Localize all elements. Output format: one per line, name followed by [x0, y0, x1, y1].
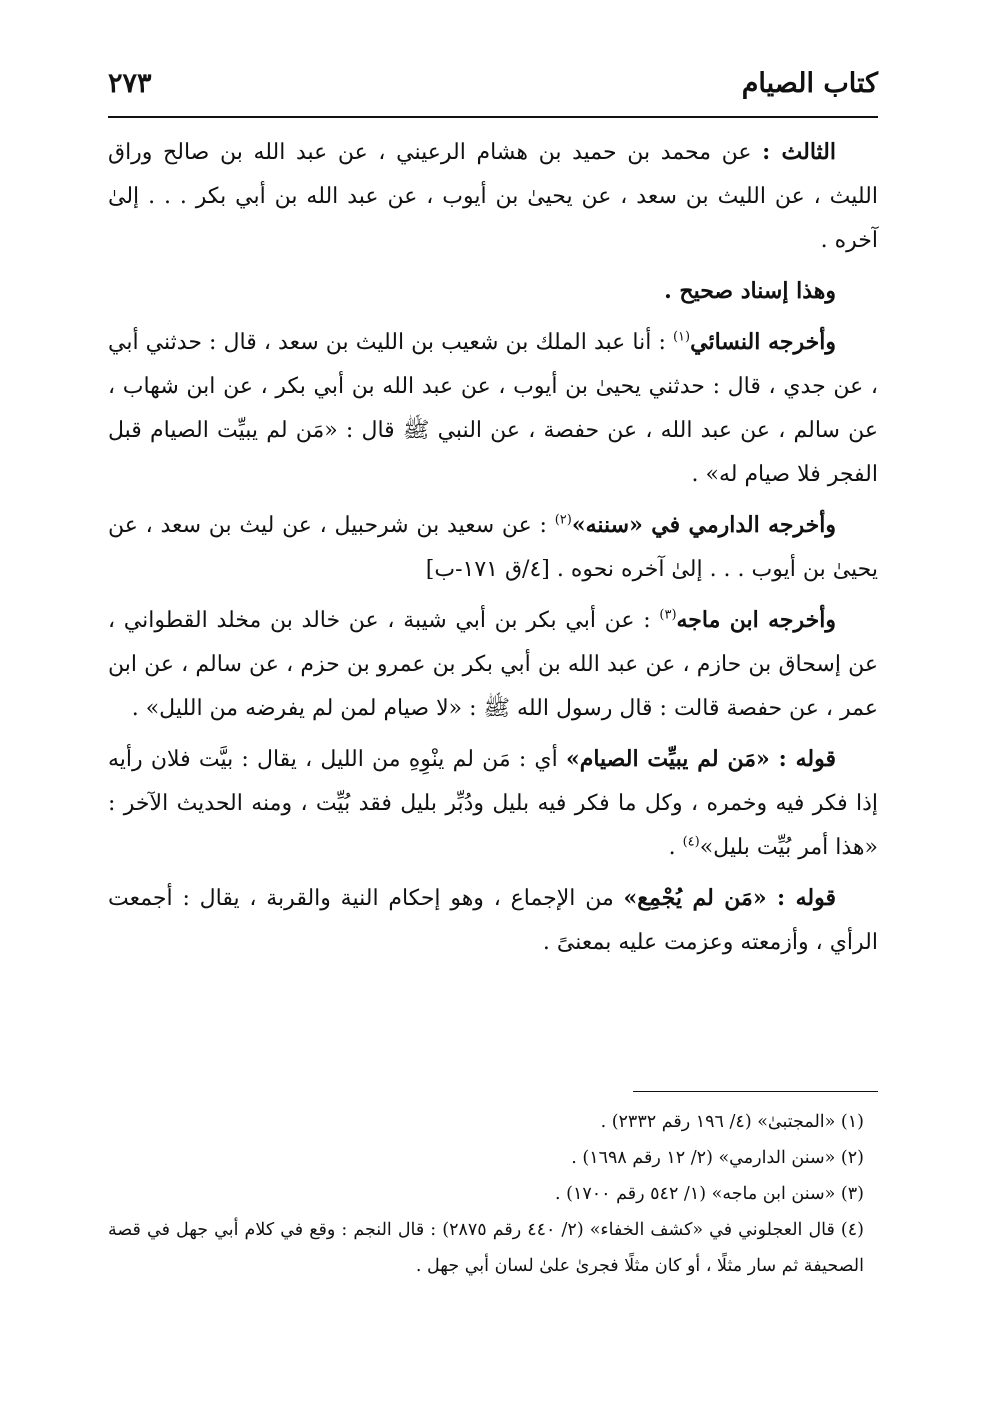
footnote-rule	[633, 1091, 878, 1092]
paragraph-ibn-majah	[108, 598, 878, 731]
paragraph-third-chain	[108, 130, 878, 263]
paragraph-darimi	[108, 503, 878, 592]
footnote-2: (٢) «سنن الدارمي» (٢/ ١٢ رقم ١٦٩٨) .	[571, 1148, 864, 1168]
footnote-ref-3[interactable]: (٣)	[659, 607, 677, 623]
paragraph-text: أي : مَن لم ينْوِهِ من الليل ، يقال : بيَّت فلان رأيه إذا فكر فيه وخمره ، وكل ما فكر فيه بليل ودُبِّر بليل فقد بُيِّت ، ومنه الحديث الآخر : «هذا أمر بُيِّت بليل»	[108, 747, 878, 860]
paragraph-lead: وأخرجه النسائي	[690, 329, 836, 355]
paragraph-nasai	[108, 320, 878, 497]
footnote-ref-1[interactable]: (١)	[672, 329, 691, 345]
page-header	[108, 62, 878, 112]
paragraph-text: : عن أبي بكر بن أبي شيبة ، عن خالد بن مخلد القطواني ، عن إسحاق بن حازم ، عن عبد الله بن أبي بكر بن عمرو بن حزم ، عن سالم ، عن ابن عمر ، عن حفصة قالت : قال رسول الله ﷺ : «لا صيام لمن لم يفرضه من الليل» .	[108, 608, 878, 721]
paragraph-text: من الإجماع ، وهو إحكام النية والقربة ، يقال : أجمعت الرأي ، وأزمعته وعزمت عليه بمعنىً .	[108, 886, 878, 955]
paragraph-text: : أنا عبد الملك بن شعيب بن الليث بن سعد ، قال : حدثني أبي ، عن جدي ، قال : حدثني يحيىٰ بن أيوب ، عن عبد الله بن أبي بكر ، عن ابن شهاب ، عن سالم ، عن عبد الله ، عن حفصة ، عن النبي ﷺ قال : «مَن لم يبيِّت الصيام قبل الفجر فلا صيام له» .	[108, 330, 878, 487]
footnote-1: (١) «المجتبىٰ» (٤/ ١٩٦ رقم ٢٣٣٢) .	[600, 1112, 864, 1132]
paragraph-tail: .	[668, 835, 683, 860]
running-title: كتاب الصيام	[741, 68, 878, 99]
main-text	[108, 130, 878, 971]
paragraph-lead: وأخرجه الدارمي في «سننه»	[571, 512, 836, 538]
paragraph-lead: قوله : «مَن لم يبيِّت الصيام»	[565, 746, 836, 772]
paragraph-commentary-yubayyit	[108, 737, 878, 870]
page-number: ٢٧٣	[108, 68, 152, 99]
paragraph-text: عن محمد بن حميد بن هشام الرعيني ، عن عبد الله بن صالح وراق الليث ، عن الليث بن سعد ، عن يحيىٰ بن أيوب ، عن عبد الله بن أبي بكر . . . إلىٰ آخره .	[108, 140, 878, 253]
paragraph-lead: وأخرجه ابن ماجه	[676, 607, 836, 633]
header-rule	[108, 116, 878, 118]
paragraph-isnad-verdict	[108, 269, 878, 314]
paragraph-commentary-yujmi	[108, 876, 878, 965]
footnote-3: (٣) «سنن ابن ماجه» (١/ ٥٤٢ رقم ١٧٠٠) .	[554, 1184, 864, 1204]
paragraph-lead: وهذا إسناد صحيح .	[664, 278, 836, 304]
paragraph-text: : عن سعيد بن شرحبيل ، عن ليث بن سعد ، عن يحيىٰ بن أيوب . . . إلىٰ آخره نحوه . [٤/ق ١٧١-ب]	[108, 513, 878, 582]
paragraph-lead: الثالث :	[762, 139, 836, 165]
footnote-4: (٤) قال العجلوني في «كشف الخفاء» (٢/ ٤٤٠ رقم ٢٨٧٥) : قال النجم : وقع في كلام أبي جهل في قصة الصحيفة ثم سار مثلًا ، أو كان مثلًا فجرىٰ علىٰ لسان أبي جهل .	[108, 1220, 864, 1276]
footnote-ref-2[interactable]: (٢)	[554, 512, 572, 528]
paragraph-lead: قوله : «مَن لم يُجْمِع»	[623, 885, 836, 911]
footnotes	[108, 1104, 878, 1284]
footnote-ref-4[interactable]: (٤)	[682, 834, 700, 850]
